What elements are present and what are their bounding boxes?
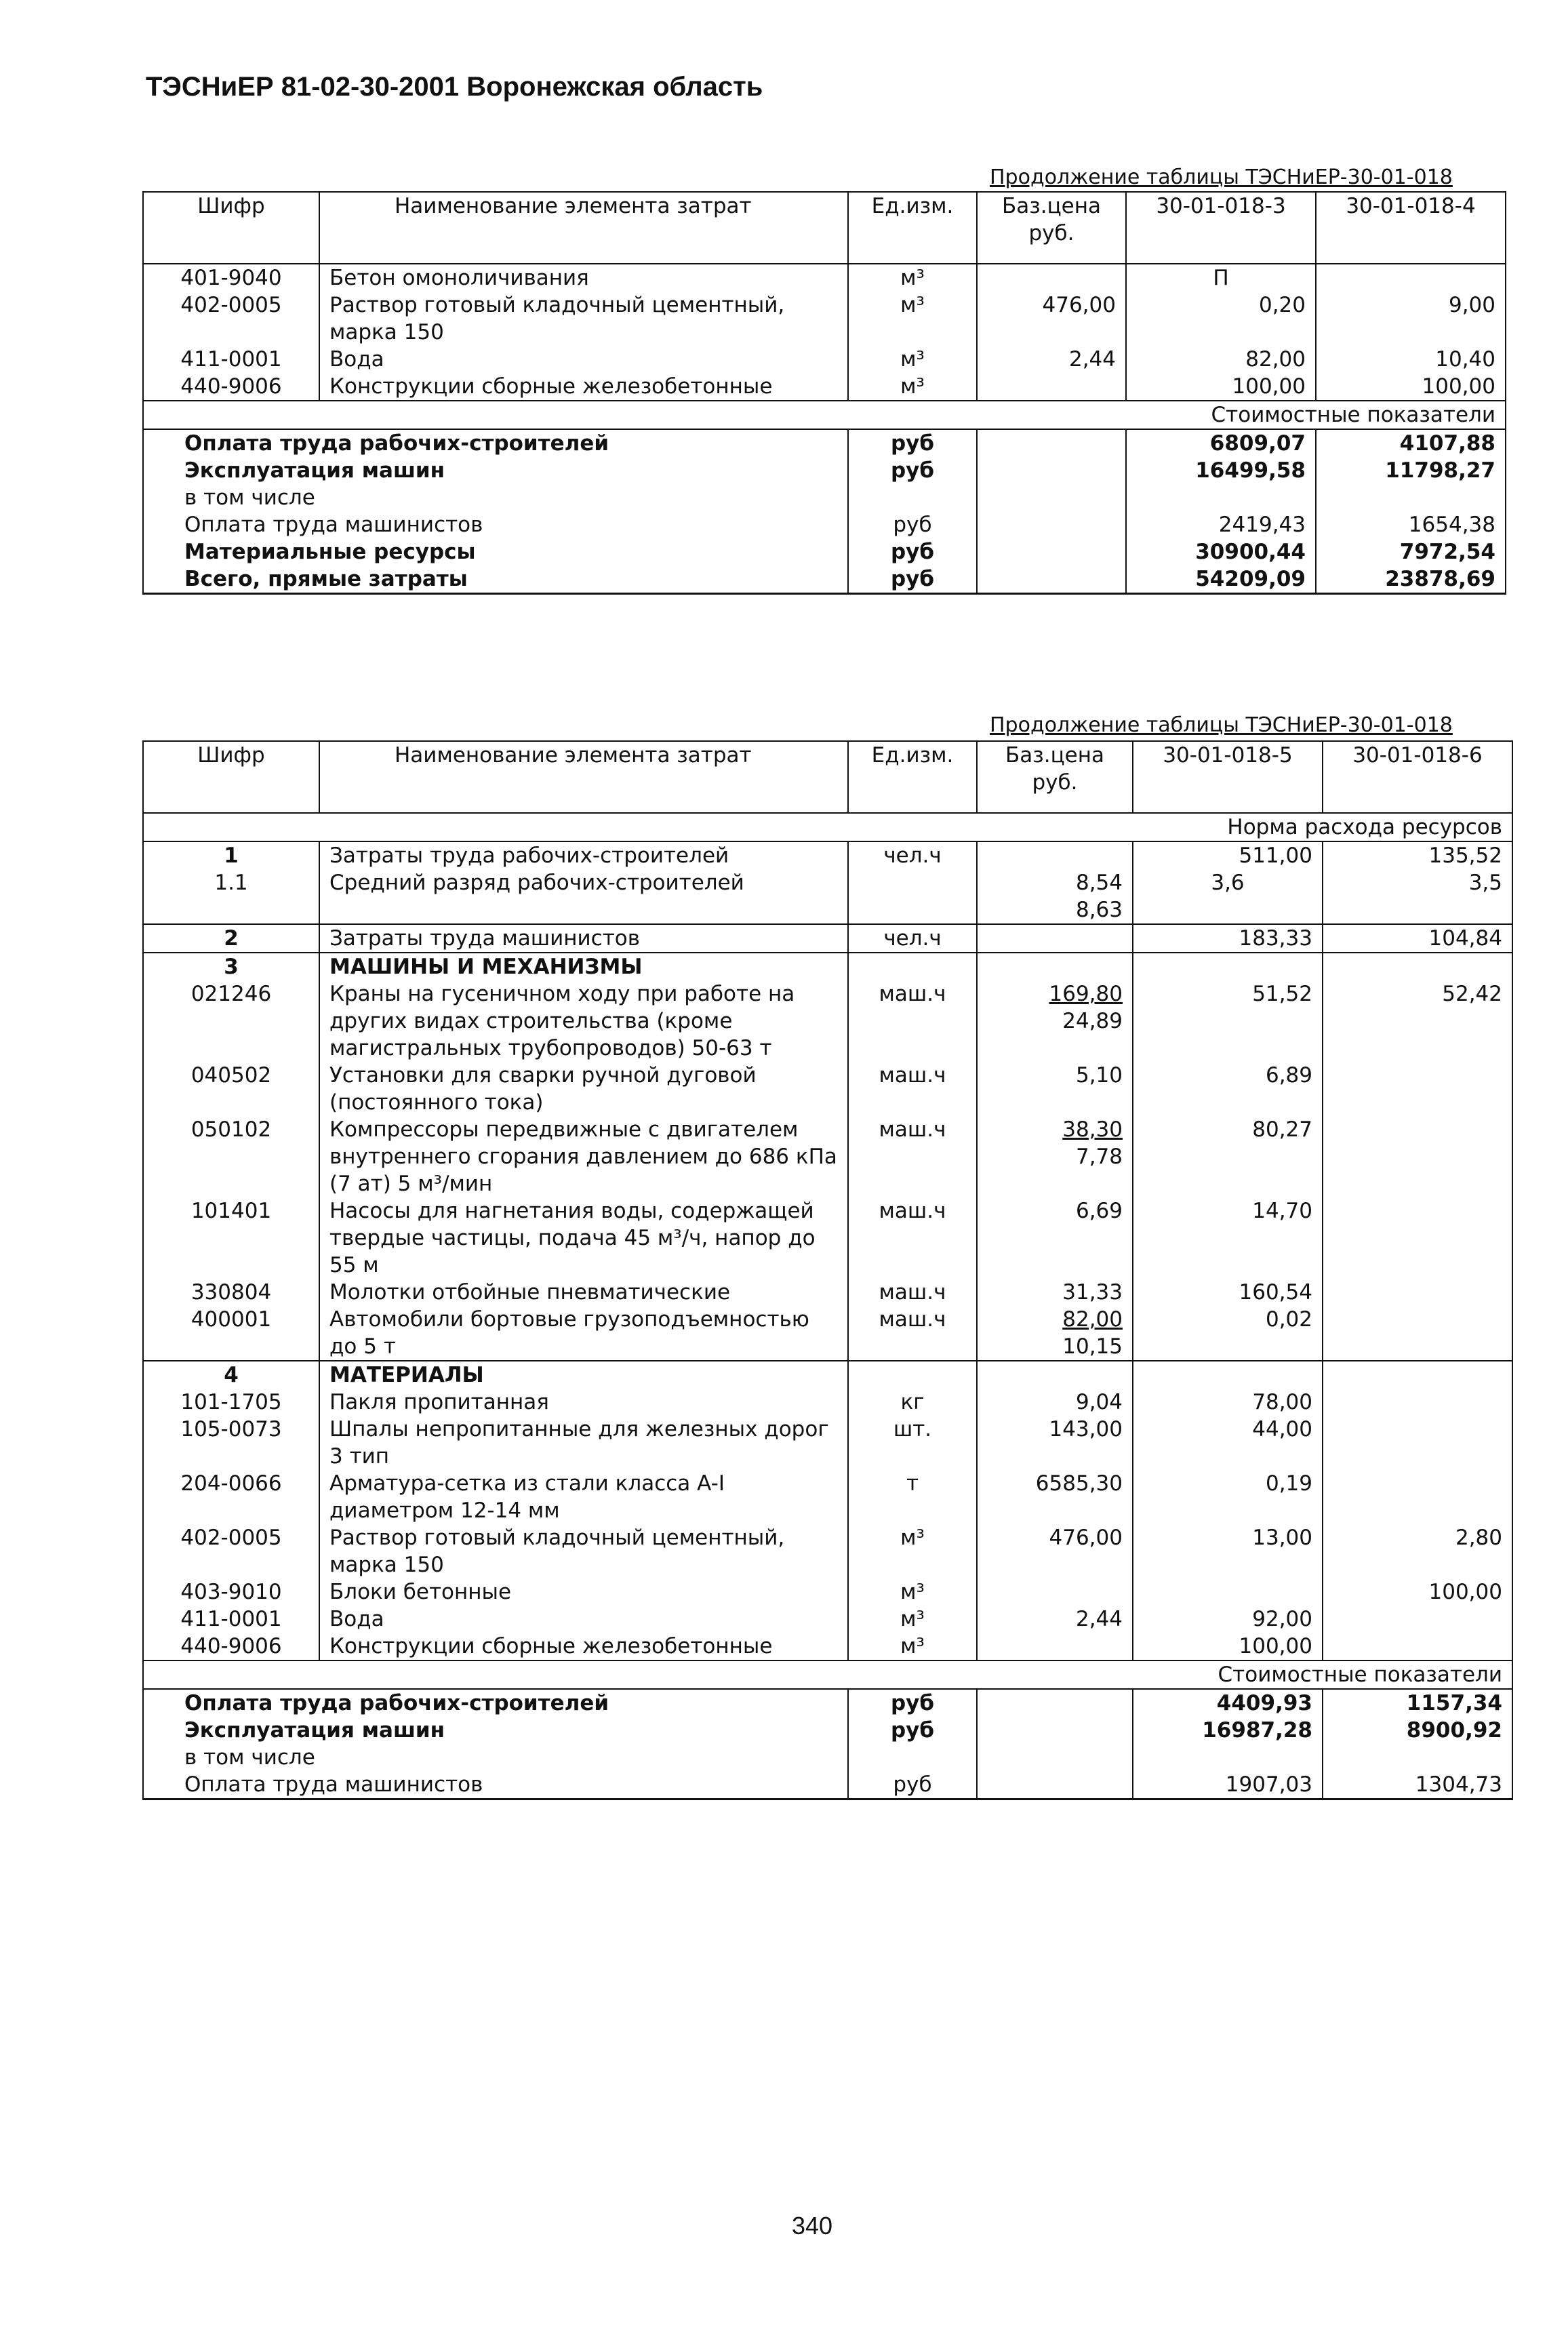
row-col-b: 52,42 [1323,980,1512,1062]
total-row [143,429,1506,457]
row-unit: м³ [848,1578,977,1606]
row-price [977,980,1133,1062]
row-col-a: 0,20 [1126,292,1316,346]
row-unit: маш.ч [848,980,977,1062]
row-name: Затраты труда рабочих-строителей [319,841,848,869]
header-name: Наименование элемента затрат [319,741,848,813]
row-name: Молотки отбойные пневматические [319,1279,848,1306]
total-col-b [1316,484,1506,511]
total-price [977,484,1126,511]
row-price [977,924,1133,953]
table-row [143,953,1512,980]
row-code: 403-9010 [143,1578,319,1606]
row-col-a [1133,1578,1323,1606]
row-col-b [1323,1279,1512,1306]
row-price: 2,44 [977,346,1126,373]
value-line: 31,33 [1062,1280,1123,1305]
header-code: Шифр [143,741,319,813]
row-code: 440-9006 [143,1633,319,1660]
row-price [977,1578,1133,1606]
row-unit: м³ [848,1633,977,1660]
value-line: 3,6 [1211,871,1245,895]
row-price [977,1197,1133,1279]
total-price [977,1717,1133,1744]
row-name: Автомобили бортовые грузоподъемностью до 5 т [319,1306,848,1361]
row-col-a: 100,00 [1126,373,1316,401]
row-col-b [1323,1633,1512,1660]
row-code: 440-9006 [143,373,319,401]
total-col-a: 2419,43 [1126,511,1316,538]
header-col-a: 30-01-018-3 [1126,192,1316,264]
table1-continuation-label: Продолжение таблицы ТЭСНиЕР-30-01-018 [990,165,1453,189]
section-label: Норма расхода ресурсов [143,813,1512,841]
total-row [143,511,1506,538]
page-number: 340 [792,2212,833,2240]
row-code: 1 [143,841,319,869]
total-row [143,538,1506,565]
value-line: 78,00 [1252,1390,1312,1414]
total-unit: руб [848,457,977,484]
value-line: 14,70 [1252,1199,1312,1223]
row-name: Краны на гусеничном ходу при работе на других видах строительства (кроме магистральных трубопроводов) 50-63 т [319,980,848,1062]
row-unit [848,953,977,980]
total-col-a: 4409,93 [1133,1689,1323,1717]
table-row [143,1470,1512,1524]
total-name: Материальные ресурсы [143,538,848,565]
total-name: Оплата труда рабочих-строителей [143,429,848,457]
row-name: МАШИНЫ И МЕХАНИЗМЫ [319,953,848,980]
header-code: Шифр [143,192,319,264]
header-name: Наименование элемента затрат [319,192,848,264]
value-line: 6585,30 [1035,1471,1123,1496]
row-code: 1.1 [143,869,319,924]
table-row [143,373,1506,401]
row-unit [848,1361,977,1389]
row-col-a [1133,1361,1323,1389]
row-price [977,1361,1133,1389]
resource-table-1 [142,191,1506,595]
table-row [143,346,1506,373]
total-price [977,429,1126,457]
table2-body [143,813,1512,1799]
header-price: Баз.цена руб. [977,741,1133,813]
row-code: 050102 [143,1116,319,1197]
total-row [143,484,1506,511]
row-col-b: 10,40 [1316,346,1506,373]
total-price [977,1744,1133,1771]
row-code: 101-1705 [143,1389,319,1416]
value-line: 8,54 [1075,871,1123,895]
total-col-b: 1304,73 [1323,1771,1512,1799]
row-col-a [1133,1470,1323,1524]
total-col-a: 6809,07 [1126,429,1316,457]
row-price [977,1116,1133,1197]
total-row [143,1744,1512,1771]
row-price [977,953,1133,980]
table-row [143,1578,1512,1606]
table-row [143,1361,1512,1389]
value-line: 6,69 [1075,1199,1123,1223]
row-code: 101401 [143,1197,319,1279]
total-col-b: 4107,88 [1316,429,1506,457]
row-name: Блоки бетонные [319,1578,848,1606]
total-col-b: 11798,27 [1316,457,1506,484]
row-col-b [1323,953,1512,980]
row-unit: м³ [848,1524,977,1578]
row-price [977,1416,1133,1470]
row-code: 400001 [143,1306,319,1361]
row-name: Конструкции сборные железобетонные [319,1633,848,1660]
total-col-a: 54209,09 [1126,565,1316,594]
row-col-a [1133,1389,1323,1416]
total-unit: руб [848,1771,977,1799]
row-col-a [1133,924,1323,953]
row-price [977,1606,1133,1633]
row-name: Арматура-сетка из стали класса A-I диаметром 12-14 мм [319,1470,848,1524]
row-unit: шт. [848,1416,977,1470]
row-col-a [1133,1279,1323,1306]
row-col-a [1133,1062,1323,1116]
row-name: МАТЕРИАЛЫ [319,1361,848,1389]
table-row [143,1606,1512,1633]
total-price [977,511,1126,538]
table-row [143,292,1506,346]
value-line: 169,80 [1049,982,1123,1006]
total-name: Эксплуатация машин [143,457,848,484]
header-col-b: 30-01-018-6 [1323,741,1512,813]
table2-continuation-label: Продолжение таблицы ТЭСНиЕР-30-01-018 [990,713,1453,737]
value-line: 38,30 [1062,1117,1123,1142]
table-row [143,1524,1512,1578]
row-price [977,264,1126,292]
row-col-b [1323,1470,1512,1524]
row-col-b [1323,1389,1512,1416]
total-row [143,457,1506,484]
row-price [977,1306,1133,1361]
table-row [143,841,1512,869]
total-name: в том числе [143,484,848,511]
total-col-b: 1157,34 [1323,1689,1512,1717]
total-col-b: 7972,54 [1316,538,1506,565]
total-col-a: 1907,03 [1133,1771,1323,1799]
row-price [977,1062,1133,1116]
row-name: Средний разряд рабочих-строителей [319,869,848,924]
table-row [143,1062,1512,1116]
table-row [143,869,1512,924]
total-name: Оплата труда машинистов [143,511,848,538]
value-line: 92,00 [1252,1607,1312,1631]
row-code: 402-0005 [143,1524,319,1578]
total-price [977,565,1126,594]
value-line: 13,00 [1252,1526,1312,1550]
row-code: 021246 [143,980,319,1062]
row-col-b [1323,1197,1512,1279]
total-unit: руб [848,429,977,457]
row-name: Вода [319,1606,848,1633]
section-cost-indicators [143,1660,1512,1689]
row-col-b [1323,1306,1512,1361]
row-price [977,841,1133,869]
row-price: 476,00 [977,292,1126,346]
row-col-b: 2,80 [1323,1524,1512,1578]
row-unit: маш.ч [848,1197,977,1279]
row-name: Установки для сварки ручной дуговой (постоянного тока) [319,1062,848,1116]
row-price [977,1279,1133,1306]
row-code: 411-0001 [143,1606,319,1633]
total-col-a: 16987,28 [1133,1717,1323,1744]
row-unit: кг [848,1389,977,1416]
row-col-b: 9,00 [1316,292,1506,346]
row-unit: маш.ч [848,1116,977,1197]
header-price: Баз.цена руб. [977,192,1126,264]
value-line: 160,54 [1239,1280,1312,1305]
total-name: в том числе [143,1744,848,1771]
total-unit: руб [848,538,977,565]
row-col-b [1323,1416,1512,1470]
value-line: 0,02 [1265,1307,1312,1332]
row-code: 2 [143,924,319,953]
row-col-a [1133,1416,1323,1470]
value-line: 476,00 [1049,1526,1123,1550]
row-price [977,1389,1133,1416]
row-col-b: 100,00 [1323,1578,1512,1606]
value-line: 44,00 [1252,1417,1312,1441]
row-unit: маш.ч [848,1062,977,1116]
table1-body [143,264,1506,594]
section-label: Стоимостные показатели [143,401,1506,429]
value-line: 8,63 [1075,898,1123,922]
row-name: Компрессоры передвижные с двигателем внутреннего сгорания давлением до 686 кПа (7 ат) 5 м³/мин [319,1116,848,1197]
total-name: Оплата труда машинистов [143,1771,848,1799]
row-col-a [1133,1306,1323,1361]
total-row [143,1717,1512,1744]
table-row [143,1633,1512,1660]
total-col-b: 8900,92 [1323,1717,1512,1744]
value-line: 51,52 [1252,982,1312,1006]
table-row [143,1389,1512,1416]
row-code: 040502 [143,1062,319,1116]
value-line: 80,27 [1252,1117,1312,1142]
row-col-a [1133,1197,1323,1279]
value-line: 100,00 [1239,1634,1312,1658]
value-line: 6,89 [1265,1063,1312,1088]
row-unit: т [848,1470,977,1524]
total-price [977,538,1126,565]
row-code: 411-0001 [143,346,319,373]
row-col-b: 135,52 [1323,841,1512,869]
header-unit: Ед.изм. [848,741,977,813]
row-name: Бетон омоноличивания [319,264,848,292]
value-line: 10,15 [1062,1334,1123,1359]
row-col-a: 82,00 [1126,346,1316,373]
row-code: 204-0066 [143,1470,319,1524]
value-line: 5,10 [1075,1063,1123,1088]
row-col-a [1133,841,1323,869]
row-col-a [1133,869,1323,924]
table-row [143,1116,1512,1197]
value-line: 2,44 [1075,1607,1123,1631]
total-unit [848,484,977,511]
table-row [143,1197,1512,1279]
row-name: Затраты труда машинистов [319,924,848,953]
value-line: 0,19 [1265,1471,1312,1496]
section-label: Стоимостные показатели [143,1660,1512,1689]
row-price [977,1470,1133,1524]
total-col-b: 23878,69 [1316,565,1506,594]
row-code: 3 [143,953,319,980]
row-col-b: 100,00 [1316,373,1506,401]
row-unit: м³ [848,264,977,292]
row-name: Вода [319,346,848,373]
row-code: 105-0073 [143,1416,319,1470]
row-col-a [1133,1116,1323,1197]
row-code: 402-0005 [143,292,319,346]
table-row [143,1416,1512,1470]
total-col-b [1323,1744,1512,1771]
row-col-a: П [1126,264,1316,292]
row-name: Раствор готовый кладочный цементный, марка 150 [319,292,848,346]
row-unit: м³ [848,373,977,401]
row-col-a [1133,1633,1323,1660]
row-code: 4 [143,1361,319,1389]
total-row [143,1689,1512,1717]
row-col-a [1133,1524,1323,1578]
section-resource-norms [143,813,1512,841]
section-cost-indicators [143,401,1506,429]
row-code: 330804 [143,1279,319,1306]
row-unit [848,869,977,924]
row-code: 401-9040 [143,264,319,292]
value-line: 7,78 [1075,1145,1123,1169]
row-col-a [1133,1606,1323,1633]
row-col-b [1323,1062,1512,1116]
value-line: 511,00 [1239,843,1312,868]
row-unit: м³ [848,346,977,373]
row-unit: чел.ч [848,841,977,869]
value-line: 183,33 [1239,926,1312,951]
table-row [143,1306,1512,1361]
row-col-a [1133,980,1323,1062]
row-unit: м³ [848,292,977,346]
total-price [977,1771,1133,1799]
header-col-a: 30-01-018-5 [1133,741,1323,813]
value-line: 82,00 [1062,1307,1123,1332]
header-col-b: 30-01-018-4 [1316,192,1506,264]
row-col-a [1133,953,1323,980]
table-row [143,1279,1512,1306]
total-name: Эксплуатация машин [143,1717,848,1744]
table-row [143,264,1506,292]
total-price [977,1689,1133,1717]
total-row [143,1771,1512,1799]
total-row [143,565,1506,594]
row-name: Конструкции сборные железобетонные [319,373,848,401]
table2-header-row [143,741,1512,813]
total-col-a: 16499,58 [1126,457,1316,484]
row-name: Шпалы непропитанные для железных дорог 3 тип [319,1416,848,1470]
value-line: 24,89 [1062,1009,1123,1033]
row-name: Раствор готовый кладочный цементный, марка 150 [319,1524,848,1578]
row-price [977,869,1133,924]
table-row [143,924,1512,953]
row-col-b [1323,1116,1512,1197]
row-price [977,373,1126,401]
row-unit: маш.ч [848,1306,977,1361]
total-name: Оплата труда рабочих-строителей [143,1689,848,1717]
resource-table-2 [142,740,1513,1800]
row-price [977,1524,1133,1578]
row-name: Насосы для нагнетания воды, содержащей твердые частицы, подача 45 м³/ч, напор до 55 м [319,1197,848,1279]
row-col-b [1316,264,1506,292]
total-price [977,457,1126,484]
header-unit: Ед.изм. [848,192,977,264]
total-unit: руб [848,565,977,594]
row-price [977,1633,1133,1660]
row-unit: чел.ч [848,924,977,953]
row-unit: маш.ч [848,1279,977,1306]
value-line: 143,00 [1049,1417,1123,1441]
total-unit: руб [848,511,977,538]
value-line: 9,04 [1075,1390,1123,1414]
row-unit: м³ [848,1606,977,1633]
row-col-b: 3,5 [1323,869,1512,924]
row-col-b: 104,84 [1323,924,1512,953]
row-col-b [1323,1606,1512,1633]
table-row [143,980,1512,1062]
total-unit: руб [848,1689,977,1717]
row-col-b [1323,1361,1512,1389]
total-col-a [1126,484,1316,511]
total-col-a: 30900,44 [1126,538,1316,565]
total-unit: руб [848,1717,977,1744]
total-name: Всего, прямые затраты [143,565,848,594]
row-name: Пакля пропитанная [319,1389,848,1416]
document-title: ТЭСНиЕР 81-02-30-2001 Воронежская область [146,72,763,102]
total-col-a [1133,1744,1323,1771]
total-col-b: 1654,38 [1316,511,1506,538]
table1-header-row [143,192,1506,264]
total-unit [848,1744,977,1771]
